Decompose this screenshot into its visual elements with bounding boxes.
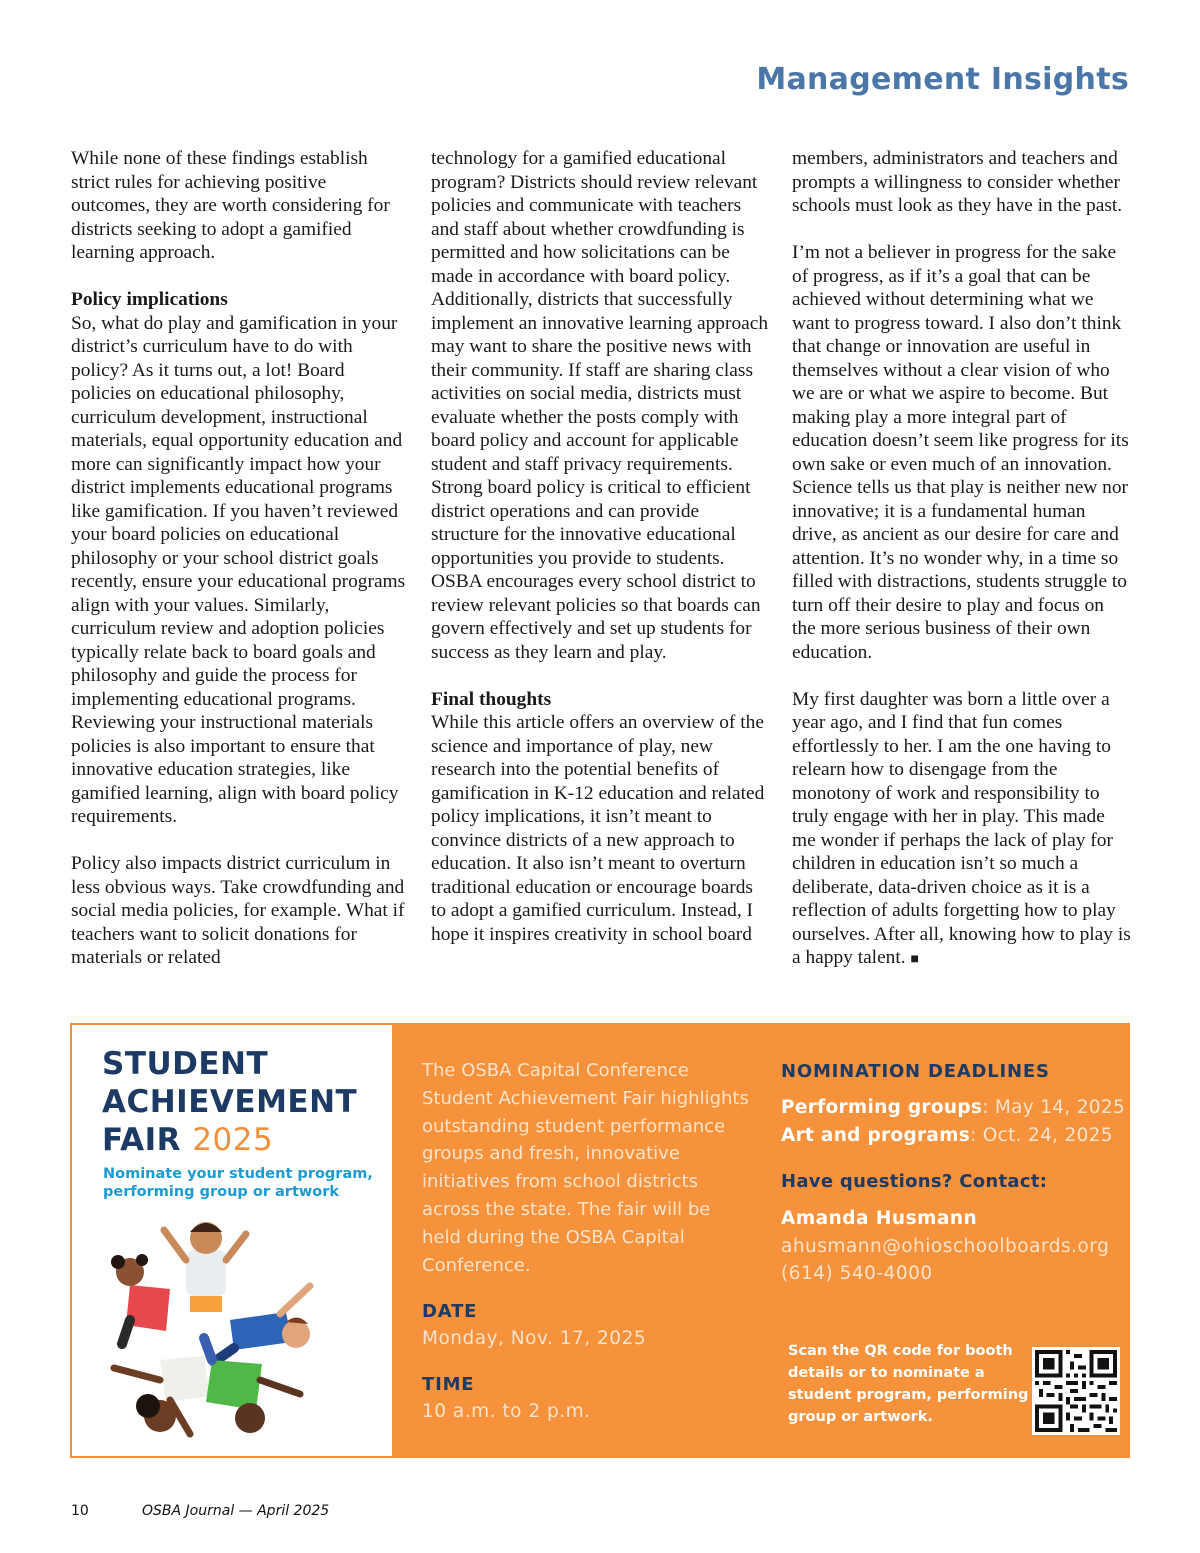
paragraph: members, administrators and teachers and prompts a willingness to consider whether schools must look as they have in the past. [792,148,1123,216]
deadline-performing-groups: Performing groups: May 14, 2025 [781,1097,1126,1118]
page-number: 10 [71,1503,89,1519]
paragraph: While none of these findings establish strict rules for achieving positive outcomes, they are worth considering for districts seeking to adopt a gamified learning approach. [71,148,390,263]
subheading-final-thoughts: Final thoughts [431,688,552,710]
ad-title [102,1045,357,1159]
contact-phone: (614) 540-4000 [781,1263,933,1284]
ad-left-panel [72,1025,392,1456]
article-column-3 [792,147,1132,972]
deadline-art-programs: Art and programs: Oct. 24, 2025 [781,1125,1113,1146]
article-column-2 [431,147,771,946]
qr-instructions: Scan the QR code for booth details or to nominate a student program, performing group or artwork. [788,1343,1029,1425]
subheading-policy-implications: Policy implications [71,289,228,310]
contact-email-link[interactable]: ahusmann@ohioschoolboards.org [781,1236,1110,1257]
time-value: 10 a.m. to 2 p.m. [422,1401,591,1422]
section-title: Management Insights [756,62,1129,97]
ad-subtitle: Nominate your student program, performing group or artwork [103,1166,373,1200]
ad-title-line: FAIR 2025 [102,1122,274,1158]
paragraph: My first daughter was born a little over a year ago, and I find that fun comes effortlessly to her. I am the one having to relearn how to disengage from the monotony of work and responsibility to truly engage with her in play. This made me wonder if perhaps the lack of play for children in education isn’t so much a deliberate, data-driven choice as it is a reflection of adults forgetting how to play ourselves. After all, knowing how to play is a happy talent. [792,688,1131,968]
ad-intro-text: The OSBA Capital Conference Student Achievement Fair highlights outstanding student performance groups and fresh, innovative initiatives from school districts across the state. The fair will be held during the OSBA Capital Conference. [422,1060,749,1276]
children-circle-illustration [100,1210,340,1450]
ad-right-panel [392,1025,1130,1456]
paragraph: So, what do play and gamification in your district’s curriculum have to do with policy? As it turns out, a lot! Board policies on educational philosophy, curriculum development, instructional materials, equal opportunity education and more can significantly impact how your district implements educational programs like gamification. If you haven’t reviewed your board policies on educational philosophy or your school district goals recently, ensure your educational programs align with your values. Similarly, curriculum review and adoption policies typically relate back to board goals and philosophy and guide the process for implementing educational programs. Reviewing your instructional materials policies is also important to ensure that innovative education strategies, like gamified learning, align with board policy requirements. [71,312,406,827]
child-figure [114,1356,210,1434]
nomination-deadlines-heading: NOMINATION DEADLINES [781,1061,1050,1082]
qr-code-icon[interactable] [1032,1347,1120,1435]
ad-title-year: 2025 [192,1122,274,1158]
paragraph: I’m not a believer in progress for the sake of progress, as if it’s a goal that can be achieved without determining what we want to progress toward. I also don’t think that change or innovation are useful in themselves without a clear vision of who we are or what we aspire to become. But making play a more integral part of education doesn’t seem like progress for its own sake or even much of an innovation. Science tells us that play is neither new nor innovative; it is a fundamental human drive, as ancient as our desire for care and attention. It’s no wonder why, in a time so filled with distractions, students struggle to turn off their desire to play and focus on the more serious business of their own education. [792,242,1129,663]
child-figure [214,1286,310,1362]
contact-name: Amanda Husmann [781,1208,978,1229]
child-figure [111,1254,170,1344]
child-figure [164,1222,246,1312]
page-footer [71,1503,330,1519]
policy-section [71,288,409,829]
final-thoughts-section [431,688,771,947]
closing-paragraph [792,688,1132,972]
paragraph: technology for a gamified educational program? Districts should review relevant policies and communicate with teachers and staff about whether crowdfunding is permitted and how solicitations can be made in accordance with board policy. Additionally, districts that successfully implement an innovative learning approach may want to share the positive news with their community. If staff are sharing class activities on social media, districts must evaluate whether the posts comply with board policy and account for applicable student and staff privacy requirements. Strong board policy is critical to efficient district operations and can provide structure for the innovative educational opportunities you provide to students. OSBA encourages every school district to review relevant policies so that boards can govern effectively and set up students for success as they learn and play. [431,148,769,663]
time-label: TIME [422,1374,475,1395]
date-value: Monday, Nov. 17, 2025 [422,1328,647,1349]
article-column-1 [71,147,409,970]
end-mark-icon: ■ [910,952,919,967]
student-achievement-fair-ad [70,1023,1130,1458]
publication-name: OSBA Journal — April 2025 [142,1503,330,1519]
child-figure [204,1338,300,1433]
ad-title-line: STUDENT [102,1046,269,1082]
date-label: DATE [422,1301,478,1322]
questions-heading: Have questions? Contact: [781,1171,1048,1192]
ad-title-line: ACHIEVEMENT [102,1084,358,1120]
paragraph: While this article offers an overview of the science and importance of play, new research into the potential benefits of gamification in K-12 education and related policy implications, it isn’t meant to convince districts of a new approach to education. It also isn’t meant to overturn traditional education or encourage boards to adopt a gamified curriculum. Instead, I hope it inspires creativity in school board [431,712,765,945]
paragraph: Policy also impacts district curriculum in less obvious ways. Take crowdfunding and social media policies, for example. What if teachers want to solicit donations for materials or related [71,853,405,968]
